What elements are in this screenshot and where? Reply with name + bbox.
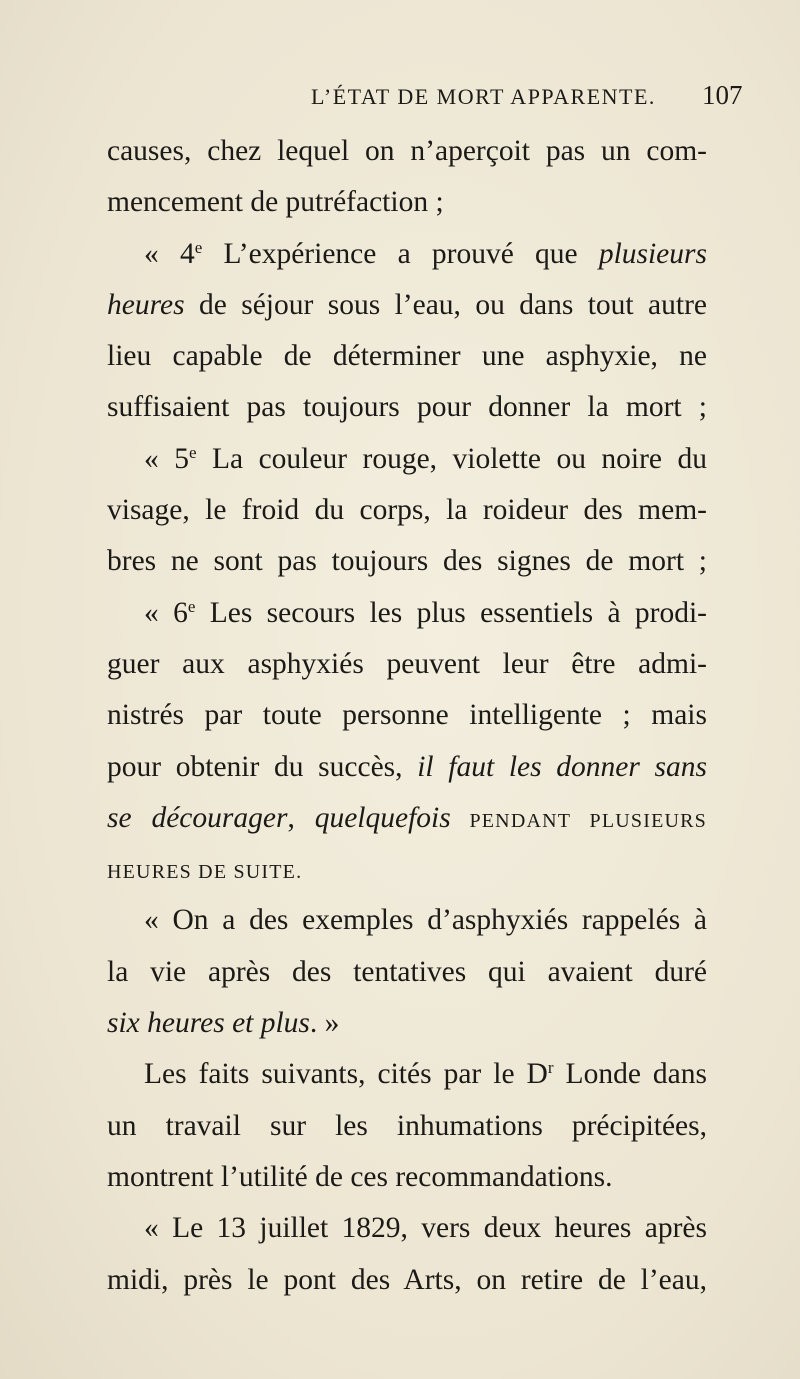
italic-emphasis: quelquefois	[314, 801, 451, 834]
line-text: pour obtenir du succès,	[107, 750, 418, 783]
superscript: e	[194, 237, 203, 257]
italic-emphasis: six heures et plus	[107, 1007, 310, 1040]
small-caps-text: PENDANT PLUSIEURS	[450, 809, 708, 832]
line-text: la vie après des tentatives qui avaient duré	[107, 955, 707, 988]
list-item-4	[107, 229, 707, 280]
line-text: montrent l’utilité de ces recommandations.	[107, 1160, 613, 1193]
line-text: L’expérience a prouvé que	[202, 237, 599, 270]
text-line	[107, 947, 707, 998]
text-line	[107, 690, 707, 741]
line-text: Londe dans	[553, 1058, 707, 1091]
text-line	[107, 998, 707, 1049]
line-text: guer aux asphyxiés peuvent leur être admi-	[107, 647, 707, 680]
line-text: visage, le froid du corps, la roideur des mem-	[107, 494, 707, 527]
line-text: nistrés par toute personne intelligente ; mais	[107, 699, 707, 732]
line-text: Les secours les plus essentiels à prodi-	[195, 596, 707, 629]
line-text: ,	[287, 801, 315, 834]
line-text: « 5	[144, 442, 189, 475]
superscript: e	[187, 596, 196, 616]
text-line	[107, 536, 707, 587]
line-text: mencement de putréfaction ;	[107, 186, 444, 219]
line-text: La couleur rouge, violette ou noire du	[196, 442, 707, 475]
line-text: « 6	[144, 596, 188, 629]
body-text	[107, 126, 707, 1306]
small-caps-text: HEURES DE SUITE.	[107, 861, 303, 884]
list-item-5	[107, 434, 707, 485]
text-line	[107, 382, 707, 433]
page-number: 107	[702, 80, 743, 110]
running-title: L’ÉTAT DE MORT APPARENTE.	[311, 84, 656, 109]
text-line	[107, 177, 707, 228]
line-text: « On a des exemples d’asphyxiés rappelés à	[144, 904, 707, 937]
line-text: « 4	[144, 237, 195, 270]
list-item-6	[107, 588, 707, 639]
italic-emphasis: plusieurs	[598, 237, 707, 270]
text-line	[107, 485, 707, 536]
text-line	[107, 793, 707, 844]
superscript: r	[547, 1058, 554, 1078]
line-text: bres ne sont pas toujours des signes de mort ;	[107, 545, 707, 578]
text-line	[107, 895, 707, 946]
line-text: . »	[309, 1007, 340, 1040]
text-line	[107, 844, 707, 895]
text-line	[107, 742, 707, 793]
text-line	[107, 639, 707, 690]
line-text: « Le 13 juillet 1829, vers deux heures après	[144, 1212, 707, 1245]
text-line	[107, 280, 707, 331]
text-line	[107, 1203, 707, 1254]
italic-emphasis: heures	[107, 288, 185, 321]
text-line	[107, 1101, 707, 1152]
line-text: lieu capable de déterminer une asphyxie, ne	[107, 340, 707, 373]
text-line	[107, 1255, 707, 1306]
italic-emphasis: se décourager	[107, 801, 288, 834]
line-text: Les faits suivants, cités par le D	[144, 1058, 548, 1091]
line-text: de séjour sous l’eau, ou dans tout autre	[184, 288, 707, 321]
text-line	[107, 1152, 707, 1203]
text-line	[107, 331, 707, 382]
line-text: suffisaient pas toujours pour donner la mort ;	[107, 391, 707, 424]
italic-emphasis: il faut les donner sans	[417, 750, 707, 783]
running-head	[0, 76, 800, 116]
superscript: e	[188, 442, 197, 462]
text-line	[107, 1049, 707, 1100]
line-text: midi, près le pont des Arts, on retire de l’eau,	[107, 1263, 707, 1296]
line-text: causes, chez lequel on n’aperçoit pas un com-	[107, 135, 707, 167]
text-line	[107, 126, 707, 177]
line-text: un travail sur les inhumations précipitées,	[107, 1109, 707, 1142]
